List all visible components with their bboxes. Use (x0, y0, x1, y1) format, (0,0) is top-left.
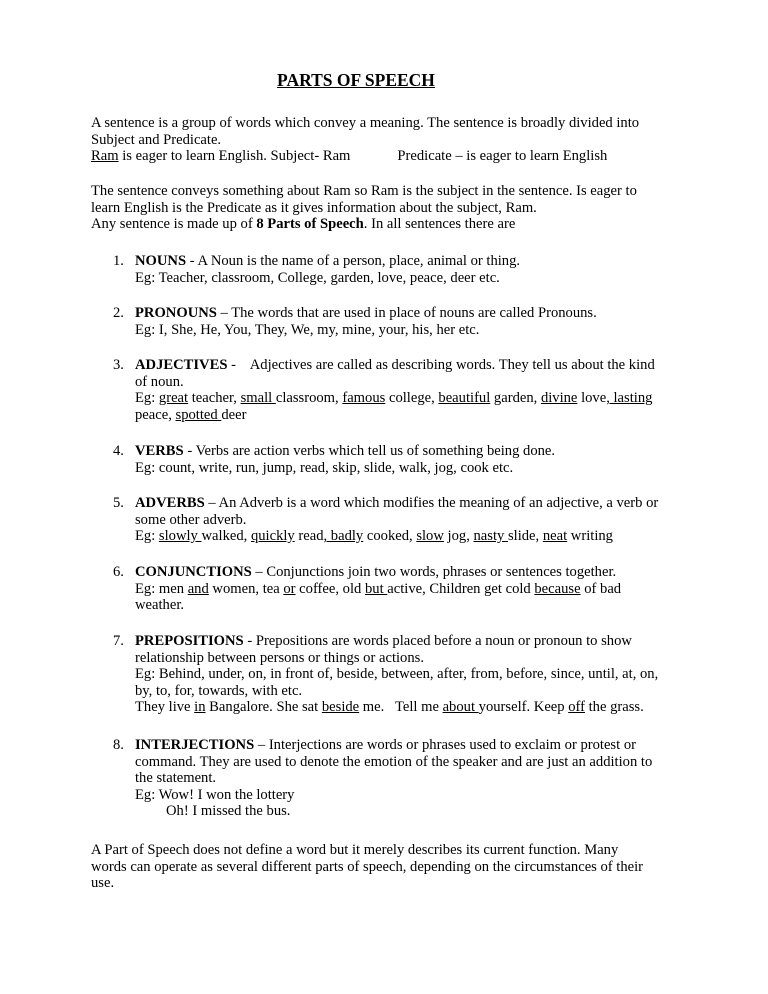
explain-line-2: learn English is the Predicate as it gives information about the subject, Ram. (91, 199, 537, 216)
item-term: NOUNS (135, 253, 187, 269)
item-definition-cont: some other adverb. (135, 511, 247, 528)
underlined-word: because (534, 580, 581, 597)
item-sentence: They live in Bangalore. She sat beside me. Tell me about yourself. Keep off the grass. (135, 699, 644, 716)
item-example-cont: by, to, for, towards, with etc. (135, 682, 303, 699)
underlined-word: beautiful (438, 390, 491, 407)
underlined-word: slowly (158, 528, 202, 545)
item-term: CONJUNCTIONS (135, 564, 252, 580)
underlined-word: but (364, 580, 388, 597)
underlined-word: off (568, 699, 585, 716)
intro-example-line (91, 148, 691, 165)
item-term: ADVERBS (135, 495, 205, 511)
item-number: 6. (113, 564, 124, 580)
item-example: Eg: I, She, He, You, They, We, my, mine, your, his, her etc. (135, 321, 480, 338)
explain-line-3 (91, 216, 691, 233)
item-term: INTERJECTIONS (135, 737, 255, 753)
item-definition: - A Noun is the name of a person, place, animal or thing. (186, 253, 521, 269)
item-example-cont: Oh! I missed the bus. (166, 803, 291, 820)
page-title: PARTS OF SPEECH (277, 70, 435, 90)
underlined-word: or (283, 580, 296, 597)
explain-line-3-post: . In all sentences there are (363, 216, 516, 233)
underlined-word: about (442, 699, 479, 716)
item-term: PREPOSITIONS (135, 633, 244, 649)
item-example: Eg: count, write, run, jump, read, skip, slide, walk, jog, cook etc. (135, 459, 514, 476)
underlined-word: nasty (473, 528, 508, 545)
explain-line-3-bold: 8 Parts of Speech (256, 216, 364, 233)
item-term: VERBS (135, 443, 184, 459)
underlined-word: slow (416, 528, 444, 545)
item-definition: - Verbs are action verbs which tell us of something being done. (183, 443, 556, 459)
intro-line-2: Subject and Predicate. (91, 131, 222, 148)
closing-paragraph (91, 842, 691, 892)
underlined-word: beside (321, 699, 360, 716)
closing-line-1: A Part of Speech does not define a word but it merely describes its current function. Many (91, 842, 619, 858)
item-definition: - Prepositions are words placed before a noun or pronoun to show (243, 633, 632, 649)
item-definition-cont: relationship between persons or things or actions. (135, 649, 424, 666)
underlined-word: small (240, 390, 276, 407)
closing-line-2: words can operate as several different parts of speech, depending on the circumstances of their (91, 858, 644, 875)
item-definition: - Adjectives are called as describing words. They tell us about the kind (227, 357, 655, 373)
example-sentence: is eager to learn English. Subject- Ram (118, 148, 351, 165)
underlined-word: divine (540, 390, 578, 407)
item-number: 3. (113, 357, 124, 373)
explain-line-1: The sentence conveys something about Ram so Ram is the subject in the sentence. Is eager to (91, 183, 637, 199)
intro-line-1: A sentence is a group of words which convey a meaning. The sentence is broadly divided into (91, 115, 640, 131)
item-number: 5. (113, 495, 124, 511)
explanation-paragraph (91, 183, 691, 233)
item-definition: – An Adverb is a word which modifies the meaning of an adjective, a verb or (204, 495, 659, 511)
item-number: 7. (113, 633, 124, 649)
underlined-word: and (187, 580, 209, 597)
underlined-word: in (194, 699, 206, 716)
item-definition: – Interjections are words or phrases used to exclaim or protest or (254, 737, 636, 753)
item-example: Eg: slowly walked, quickly read, badly cooked, slow jog, nasty slide, neat writing (135, 528, 613, 545)
underlined-word: , badly (323, 528, 364, 545)
underlined-word: quickly (250, 528, 295, 545)
underlined-word: , lasting (606, 390, 653, 407)
item-number: 1. (113, 253, 124, 269)
example-subject: Ram (91, 148, 119, 165)
item-example: Eg: Behind, under, on, in front of, beside, between, after, from, before, since, until, at, on, (135, 666, 659, 683)
item-definition-cont: of noun. (135, 373, 184, 390)
item-example: Eg: Wow! I won the lottery (135, 786, 295, 803)
item-term: PRONOUNS (135, 305, 217, 321)
item-number: 2. (113, 305, 124, 321)
example-predicate: Predicate – is eager to learn English (397, 148, 608, 165)
item-number: 4. (113, 443, 124, 459)
intro-paragraph (91, 115, 691, 165)
item-example: Eg: Teacher, classroom, College, garden, love, peace, deer etc. (135, 269, 500, 286)
underlined-word: neat (542, 528, 568, 545)
item-definition-cont: command. They are used to denote the emotion of the speaker and are just an addition to (135, 753, 653, 770)
item-number: 8. (113, 737, 124, 753)
underlined-word: great (158, 390, 189, 407)
item-definition-cont: the statement. (135, 770, 217, 787)
item-term: ADJECTIVES (135, 357, 228, 373)
item-example-cont: weather. (135, 597, 185, 614)
item-example-cont: peace, spotted deer (135, 406, 247, 423)
underlined-word: spotted (175, 406, 222, 423)
item-definition: – Conjunctions join two words, phrases or sentences together. (251, 564, 617, 580)
item-example: Eg: great teacher, small classroom, famous college, beautiful garden, divine love, lasting (135, 390, 653, 407)
closing-line-3: use. (91, 875, 115, 892)
item-definition: – The words that are used in place of nouns are called Pronouns. (216, 305, 597, 321)
underlined-word: famous (342, 390, 386, 407)
explain-line-3-pre: Any sentence is made up of (91, 216, 257, 233)
item-example: Eg: men and women, tea or coffee, old but active, Children get cold because of bad (135, 580, 622, 597)
